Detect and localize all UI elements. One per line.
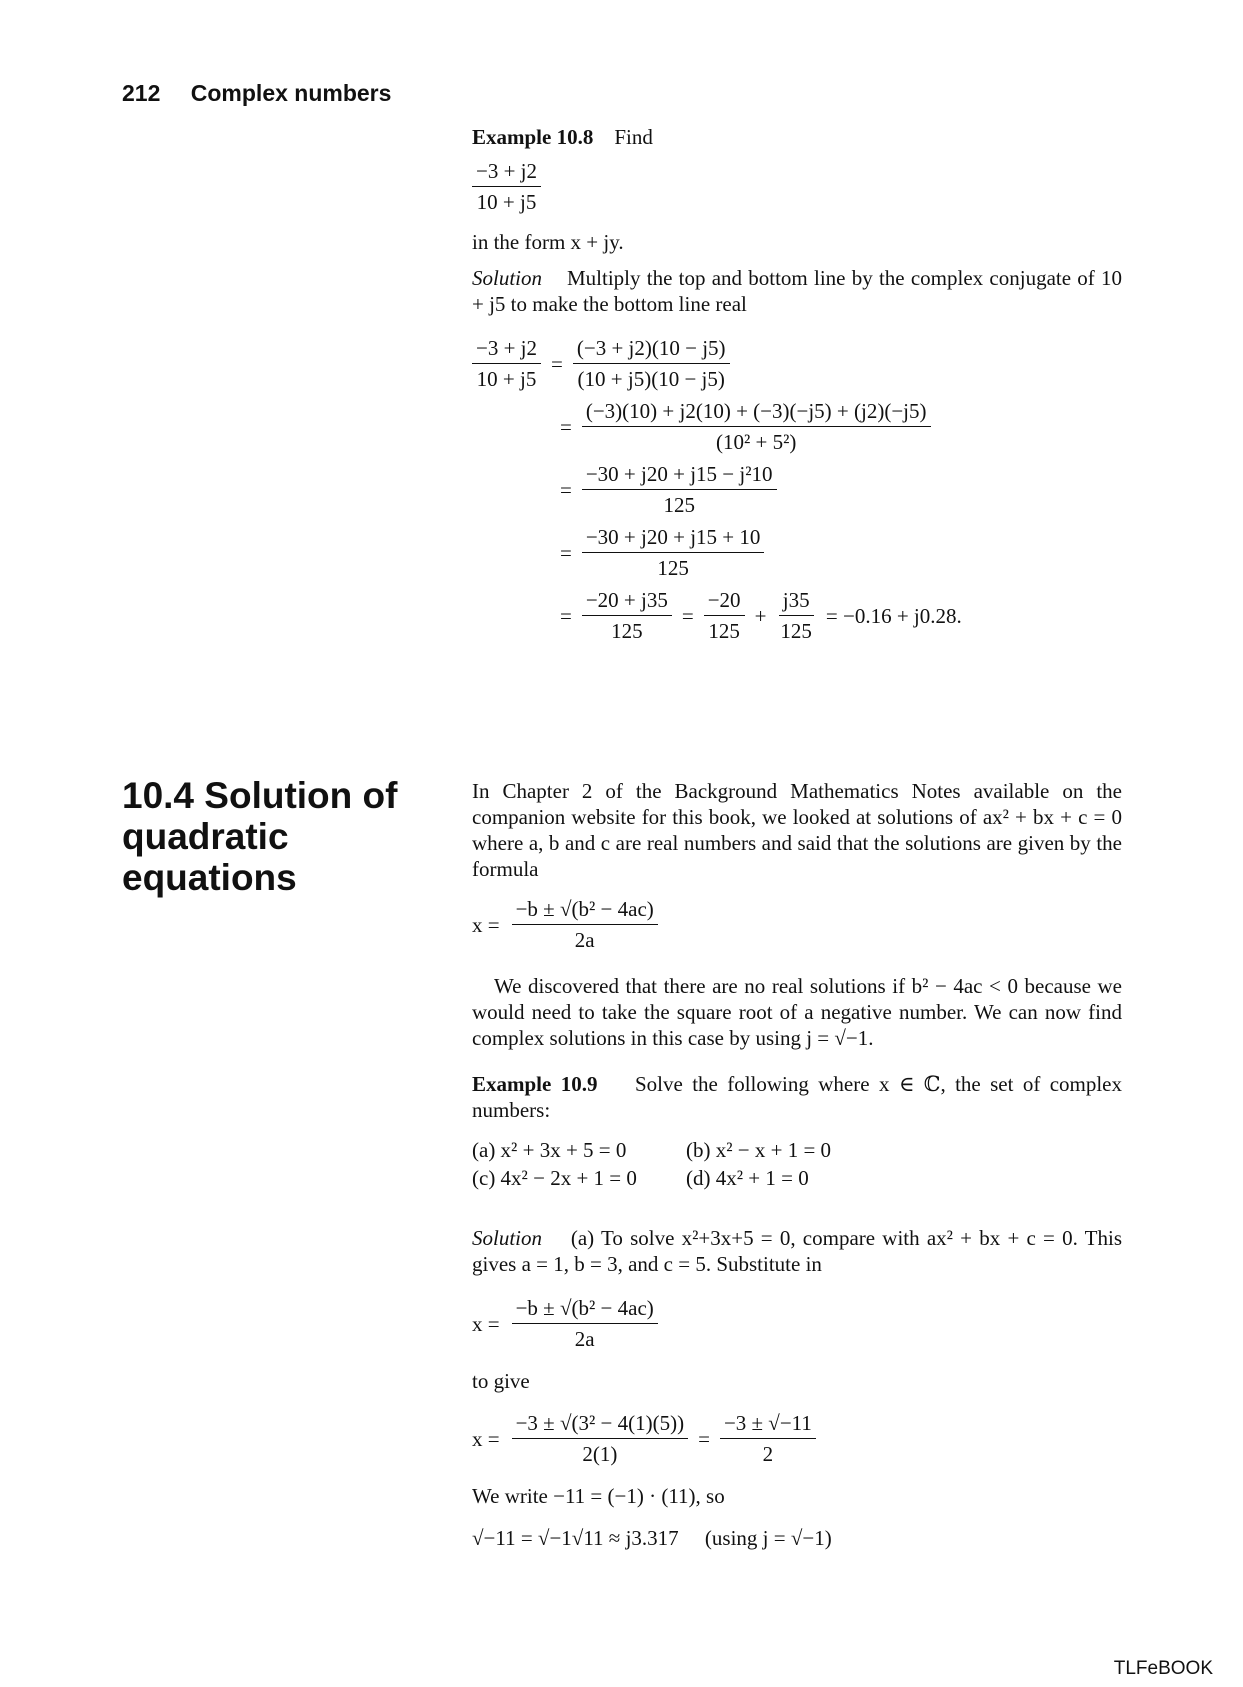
- step-4-numerator: −30 + j20 + j15 + 10: [582, 524, 765, 553]
- footer-watermark: TLFeBOOK: [1113, 1658, 1213, 1679]
- page-number: 212: [122, 80, 161, 106]
- part-c: (c) 4x² − 2x + 1 = 0: [472, 1166, 637, 1190]
- step-5-denominator: 125: [611, 619, 643, 643]
- part-b: (b) x² − x + 1 = 0: [686, 1138, 832, 1162]
- formula-lhs: x =: [472, 1426, 500, 1451]
- step-5-imag-denominator: 125: [780, 619, 812, 643]
- example-label: Example 10.9: [472, 1072, 598, 1096]
- derivation-step-5: [472, 587, 1122, 644]
- quadratic-formula-repeat: [472, 1295, 1122, 1352]
- discovered-paragraph: We discovered that there are no real solutions if b² − 4ac < 0 because we would need to take the square root of a negative number. We can now find complex solutions in this case by using j = √−1.: [472, 974, 1122, 1050]
- step-3-denominator: 125: [663, 493, 695, 517]
- example-10-8: [472, 124, 1122, 644]
- example-label: Example 10.8: [472, 125, 594, 149]
- formula-numerator: −b ± √(b² − 4ac): [512, 1295, 658, 1324]
- equals-sign: =: [560, 603, 572, 628]
- equals-sign: =: [560, 540, 572, 565]
- plus-sign: +: [754, 603, 767, 628]
- equals-sign: =: [560, 414, 572, 439]
- example-prompt: Find: [614, 125, 653, 149]
- example-fraction: [472, 158, 1122, 215]
- final-result: [472, 1525, 1122, 1551]
- section-body: [472, 778, 1122, 1551]
- solution-text: Multiply the top and bottom line by the complex conjugate of 10 + j5 to make the bottom line real: [472, 266, 1123, 316]
- solution-paragraph: [472, 1225, 1122, 1277]
- solution-paragraph: [472, 265, 1122, 317]
- fraction-denominator: 10 + j5: [476, 190, 537, 214]
- formula-lhs: x =: [472, 912, 500, 937]
- derivation-step-2: [472, 398, 1122, 455]
- step-3-numerator: −30 + j20 + j15 − j²10: [582, 461, 777, 490]
- step-5-numerator: −20 + j35: [582, 587, 672, 616]
- equals-sign: =: [698, 1426, 710, 1451]
- derivation: [472, 335, 1122, 644]
- fraction-numerator: −3 + j2: [472, 158, 541, 187]
- formula-denominator: 2a: [574, 928, 595, 952]
- simplified-numerator: −3 ± √−11: [720, 1410, 816, 1439]
- running-head: [122, 80, 391, 107]
- substitution: [472, 1410, 1122, 1467]
- step-4-denominator: 125: [657, 556, 689, 580]
- we-write-text: We write −11 = (−1) · (11), so: [472, 1484, 725, 1508]
- quadratic-formula: [472, 896, 1122, 953]
- part-d: (d) 4x² + 1 = 0: [686, 1166, 809, 1190]
- simplified-denominator: 2: [762, 1442, 774, 1466]
- solution-label: Solution: [472, 266, 543, 290]
- solution-text: (a) To solve x²+3x+5 = 0, compare with ax² + bx + c = 0. This gives a = 1, b = 3, and c = 5. Substitute in: [472, 1226, 1122, 1276]
- step-1-denominator: (10 + j5)(10 − j5): [577, 367, 725, 391]
- step-5-part-denominator: 125: [708, 619, 740, 643]
- example-10-9-heading: [472, 1071, 1122, 1123]
- derivation-step-4: [472, 524, 1122, 581]
- step-2-denominator: (10² + 5²): [715, 430, 797, 454]
- to-give-text: to give: [472, 1369, 530, 1393]
- example-10-8-heading: [472, 124, 1122, 150]
- step-1-numerator: (−3 + j2)(10 − j5): [573, 335, 730, 364]
- final-note: (using j = √−1): [704, 1526, 832, 1550]
- equals-sign: =: [551, 351, 563, 376]
- section-intro: In Chapter 2 of the Background Mathematics Notes available on the companion website for this book, we looked at solutions of ax² + bx + c = 0 where a, b and c are real numbers and said that the solutions are given by the formula: [472, 779, 1122, 881]
- form-text: in the form x + jy.: [472, 230, 624, 254]
- running-title: Complex numbers: [190, 80, 392, 106]
- final-expression: √−11 = √−1√11 ≈ j3.317: [472, 1526, 679, 1550]
- example-parts: [472, 1137, 1122, 1191]
- substitution-denominator: 2(1): [582, 1442, 618, 1466]
- step-1-lhs-numerator: −3 + j2: [472, 335, 541, 364]
- equals-sign: =: [560, 477, 572, 502]
- formula-denominator: 2a: [574, 1327, 595, 1351]
- formula-lhs: x =: [472, 1311, 500, 1336]
- section-title: 10.4 Solution of quadratic equations: [122, 775, 398, 898]
- step-1-lhs-denominator: 10 + j5: [476, 367, 537, 391]
- substitution-numerator: −3 ± √(3² − 4(1)(5)): [512, 1410, 689, 1439]
- step-5-part-numerator: −20: [704, 587, 745, 616]
- formula-numerator: −b ± √(b² − 4ac): [512, 896, 658, 925]
- part-a: (a) x² + 3x + 5 = 0: [472, 1138, 627, 1162]
- equals-sign: =: [681, 603, 694, 628]
- step-2-numerator: (−3)(10) + j2(10) + (−3)(−j5) + (j2)(−j5): [582, 398, 931, 427]
- derivation-step-1: [472, 335, 1122, 392]
- step-5-imag-numerator: j35: [779, 587, 814, 616]
- step-5-result: = −0.16 + j0.28.: [825, 603, 962, 628]
- derivation-step-3: [472, 461, 1122, 518]
- example-prompt: Solve the following where x ∈ ℂ, the set of complex numbers:: [472, 1072, 1123, 1122]
- solution-label: Solution: [472, 1226, 543, 1250]
